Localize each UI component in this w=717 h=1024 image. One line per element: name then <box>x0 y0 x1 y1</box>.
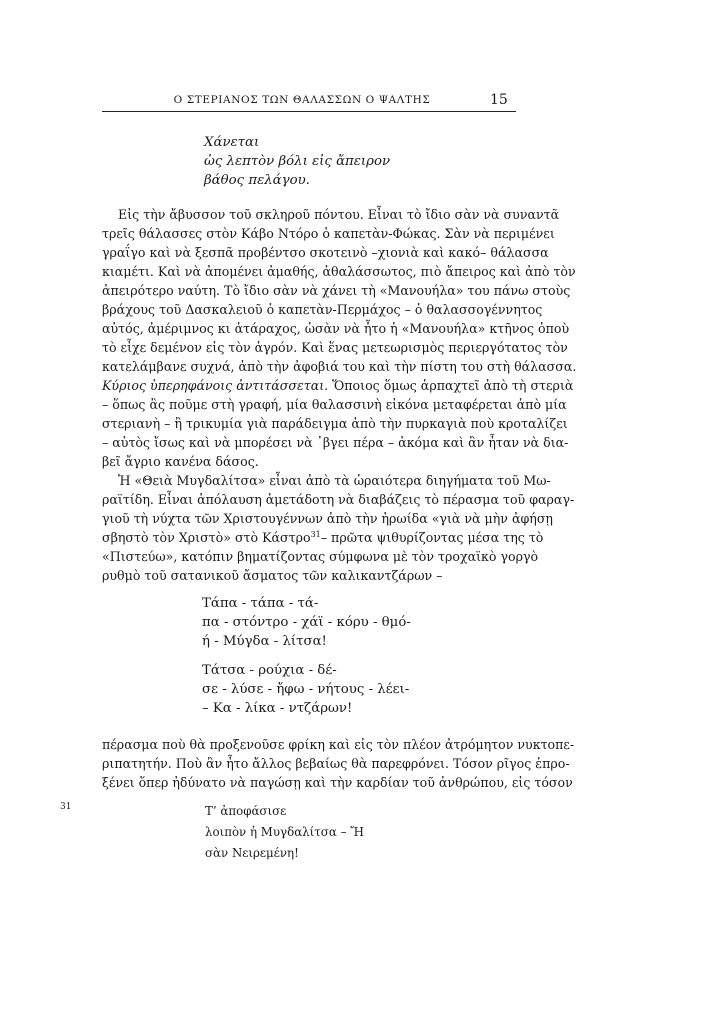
epigraph-line: βάθος πελάγου. <box>204 173 310 188</box>
text-line <box>102 528 544 547</box>
footnote-line: σὰν Νειρεμένη! <box>205 846 299 860</box>
epigraph <box>204 133 390 190</box>
text-line: ραϊτίδη. Εἶναι ἀπόλαυση ἀμετάδοτη νὰ διαβάζεις τὸ πέρασμα τοῦ φαραγ- <box>102 492 575 507</box>
paragraph-3 <box>102 735 575 792</box>
text-line: – ὅπως ἂς ποῦμε στὴ γραφή, μία θαλασσινὴ εἰκόνα μεταφέρεται ἀπὸ μία <box>102 397 567 412</box>
epigraph-line: ὡς λεπτὸν βόλι εἰς ἄπειρον <box>204 154 391 169</box>
chant-line: σε - λύσε - ἤφω - νήτους - λέει- <box>202 682 410 697</box>
footnote-ref: 31 <box>310 529 321 539</box>
italic-quote: Κύριος ὑπερηφάνοις ἀντιτάσσεται. <box>102 378 329 393</box>
epigraph-line: Χάνεται <box>204 135 260 150</box>
text-line <box>102 376 574 395</box>
chant-line: Τάτσα - ρούχια - δέ- <box>202 663 337 678</box>
page-number: 15 <box>490 92 508 108</box>
text-line: «Πιστεύω», κατόπιν βηματίζοντας σύμφωνα μὲ τὸν τροχαϊκὸ γοργὸ <box>102 549 539 564</box>
text-line: Εἰς τὴν ἄβυσσον τοῦ σκληροῦ πόντου. Εἶναι τὸ ἴδιο σὰν νὰ συναντᾶ <box>118 207 560 222</box>
text-line: Ἡ «Θειὰ Μυγδαλίτσα» εἶναι ἀπὸ τὰ ὡραιότερα διηγήματα τοῦ Μω- <box>118 473 551 488</box>
text-line: ξένει ὅπερ ἠδύνατο νὰ παγώσῃ καὶ τὴν καρδίαν τοῦ ἀνθρώπου, εἰς τόσον <box>102 775 573 790</box>
running-header-title: Ο ΣΤΕΡΙΑΝΟΣ ΤΩΝ ΘΑΛΑΣΣΩΝ Ο ΨΑΛΤΗΣ <box>173 94 431 106</box>
chant-line: Τάπα - τάπα - τά- <box>202 596 319 611</box>
footnote-line: Τ’ ἀποφάσισε <box>205 804 287 818</box>
text-line: βεῖ ἄγριο κανένα δάσος. <box>102 454 259 469</box>
text-line: τὸ εἶχε δεμένον εἰς τὸν ἀγρόν. Καὶ ἕνας μετεωρισμὸς περιεργότατος τὸν <box>102 340 568 355</box>
chant-line: πα - στόντρο - χάϊ - κόρυ - θμό- <box>202 615 411 630</box>
chant-line: – Κα - λίκα - ντζάρων! <box>202 701 353 716</box>
chant-line: ή - Μύγδα - λίτσα! <box>202 634 327 649</box>
text-line: γιοῦ τὴ νύχτα τῶν Χριστουγέννων ἀπὸ τὴν ἡρωίδα «γιὰ νὰ μὴν ἀφήσῃ <box>102 511 553 526</box>
header-rule <box>102 111 516 112</box>
text-line: αὐτός, ἀμέριμνος κι ἀτάραχος, ὡσὰν νὰ ἦτο ἡ «Μανουήλα» κτῆνος ὁποὺ <box>102 321 570 336</box>
text-line: στεριανὴ – ἢ τρικυμία γιὰ παράδειγμα ἀπὸ τὴν πυρκαγιὰ ποὺ κροταλίζει <box>102 416 568 431</box>
chant-stanza-2 <box>202 661 409 718</box>
text-line: κιαμέτι. Καὶ νὰ ἀπομένει ἀμαθής, ἀθαλάσσωτος, πιὸ ἄπειρος καὶ ἀπὸ τὸν <box>102 264 576 279</box>
text-line: γραΐγο καὶ νὰ ξεσπᾶ προβέντσο σκοτεινὸ –χιονιὰ καὶ κακό– θάλασσα <box>102 245 549 260</box>
text-run: σβηστὸ τὸν Χριστὸ» στὸ Κάστρο <box>102 530 311 545</box>
text-line: τρεῖς θάλασσες στὸν Κάβο Ντόρο ὁ καπετὰν-Φώκας. Σὰν νὰ περιμένει <box>102 226 555 241</box>
text-run: Ὅποιος ὅμως ἁρπαχτεῖ ἀπὸ τὴ στεριὰ <box>328 378 574 393</box>
text-line: ρυθμὸ τοῦ σατανικοῦ ἄσματος τῶν καλικαντζάρων – <box>102 568 443 583</box>
text-line: – αὐτὸς ἴσως καὶ νὰ μπορέσει νὰ ᾽βγει πέρα – ἀκόμα καὶ ἂν ἦταν νὰ δια- <box>102 435 569 450</box>
paragraph-2 <box>102 471 575 585</box>
text-run: – πρῶτα ψιθυρίζοντας μέσα της τὸ <box>320 530 544 545</box>
chant-stanza-1 <box>202 594 411 651</box>
paragraph-1 <box>102 205 577 471</box>
text-line: βράχους τοῦ Δασκαλειοῦ ὁ καπετὰν-Περμάχος – ὁ θαλασσογέννητος <box>102 302 543 317</box>
footnote-text <box>205 801 364 864</box>
text-line: πέρασμα ποὺ θὰ προξενοῦσε φρίκη καὶ εἰς τὸν πλέον ἀτρόμητον νυκτοπε- <box>102 737 575 752</box>
footnote-line: λοιπὸν ἡ Μυγδαλίτσα – Ἤ <box>205 825 364 839</box>
footnote-number: 31 <box>60 802 72 812</box>
text-line: κατελάμβανε συχνά, ἀπὸ τὴν ἀφοβιά του καὶ τὴν πίστη του στὴ θάλασσα. <box>102 359 577 374</box>
text-line: ριπατητήν. Ποὺ ἂν ἦτο ἄλλος βεβαίως θὰ παρεφρόνει. Τόσον ρῖγος ἐπρο- <box>102 756 570 771</box>
text-line: ἀπειρότερο ναύτη. Τὸ ἴδιο σὰν νὰ χάνει τὴ «Μανουήλα» του πάνω στοὺς <box>102 283 571 298</box>
